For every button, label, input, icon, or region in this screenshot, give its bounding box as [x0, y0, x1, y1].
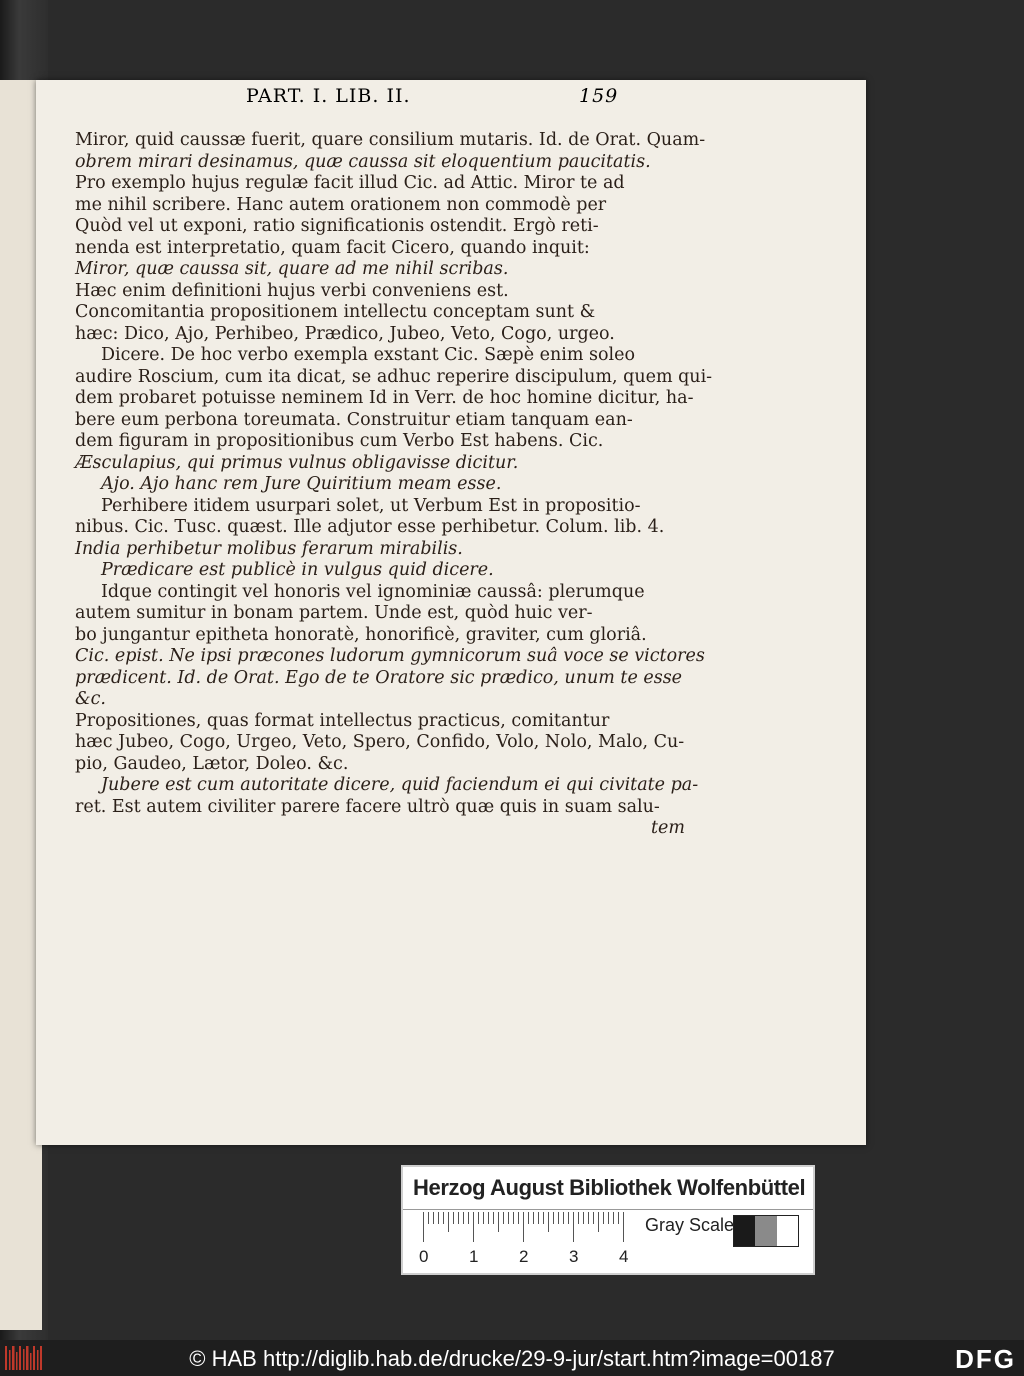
ruler-tick	[498, 1212, 499, 1232]
ruler-tick	[463, 1212, 464, 1224]
color-calibration-bar	[401, 1165, 815, 1275]
gray-swatch	[734, 1216, 755, 1246]
ruler-tick	[453, 1212, 454, 1224]
text-line: nenda est interpretatio, quam facit Cicero, quando inquit:	[75, 237, 590, 258]
ruler-tick	[538, 1212, 539, 1224]
ruler-number: 3	[569, 1247, 579, 1266]
text-line: nibus. Cic. Tusc. quæst. Ille adjutor esse perhibetur. Colum. lib. 4.	[75, 517, 665, 537]
ruler-tick	[528, 1212, 529, 1224]
ruler-tick	[508, 1212, 509, 1224]
gray-scale-label: Gray Scale	[645, 1215, 735, 1235]
ruler-tick	[458, 1212, 459, 1224]
text-line: me nihil scribere. Hanc autem orationem non commodè per	[75, 194, 607, 215]
ruler-tick	[573, 1212, 574, 1242]
ruler-tick	[483, 1212, 484, 1224]
ruler-tick	[523, 1212, 524, 1242]
text-line: Concomitantia propositionem intellectu conceptam sunt &	[75, 302, 596, 322]
text-line: obrem mirari desinamus, quæ caussa sit eloquentium paucitatis.	[75, 151, 651, 172]
ruler-tick	[588, 1212, 589, 1224]
text-line: hæc: Dico, Ajo, Perhibeo, Prædico, Jubeo, Veto, Cogo, urgeo.	[75, 323, 615, 344]
text-line: dem probaret potuisse neminem Id in Verr. de hoc homine dicitur, ha-	[75, 388, 694, 408]
text-line: &c.	[75, 689, 106, 709]
text-line: Ajo. Ajo hanc rem Jure Quiritium meam esse.	[101, 474, 502, 494]
ruler-tick	[433, 1212, 434, 1224]
ruler-tick	[548, 1212, 549, 1232]
ruler-number: 2	[519, 1247, 529, 1266]
text-line: Miror, quæ caussa sit, quare ad me nihil scribas.	[75, 259, 509, 279]
ruler-tick	[543, 1212, 544, 1224]
ruler-tick	[533, 1212, 534, 1224]
ruler-tick	[428, 1212, 429, 1224]
ruler-tick	[473, 1212, 474, 1242]
ruler-tick	[553, 1212, 554, 1224]
ruler-number: 0	[419, 1247, 429, 1266]
text-line: bere eum perbona toreumata. Construitur etiam tanquam ean-	[75, 409, 633, 430]
ruler-tick	[618, 1212, 619, 1224]
text-line: hæc Jubeo, Cogo, Urgeo, Veto, Spero, Confido, Volo, Nolo, Malo, Cu-	[75, 732, 685, 752]
library-name: Herzog August Bibliothek Wolfenbüttel	[413, 1175, 806, 1200]
gray-swatch	[755, 1216, 776, 1246]
ruler-tick	[593, 1212, 594, 1224]
text-line: bo jungantur epitheta honoratè, honorificè, graviter, cum gloriâ.	[75, 624, 647, 645]
footer-bar	[0, 1340, 1024, 1376]
ruler-tick	[558, 1212, 559, 1224]
text-line: Propositiones, quas format intellectus practicus, comitantur	[75, 710, 610, 731]
ruler-tick	[478, 1212, 479, 1224]
ruler-tick	[443, 1212, 444, 1224]
ruler-tick	[438, 1212, 439, 1224]
text-line: autem sumitur in bonam partem. Unde est, quòd huic ver-	[75, 603, 593, 623]
ruler-tick	[488, 1212, 489, 1224]
ruler-tick	[568, 1212, 569, 1224]
text-line: Perhibere itidem usurpari solet, ut Verbum Est in propositio-	[101, 495, 641, 516]
ruler-tick	[493, 1212, 494, 1224]
ruler-tick	[578, 1212, 579, 1224]
text-line: Idque contingit vel honoris vel ignominiæ caussâ: plerumque	[101, 581, 645, 602]
text-line: Pro exemplo hujus regulæ facit illud Cic. ad Attic. Miror te ad	[75, 173, 625, 193]
page-text-block	[75, 130, 713, 840]
ruler-tick	[583, 1212, 584, 1224]
ruler-tick	[623, 1212, 624, 1242]
text-line: Jubere est cum autoritate dicere, quid faciendum ei qui civitate pa-	[101, 775, 699, 795]
text-line: tem	[651, 818, 685, 838]
text-line: ret. Est autem civiliter parere facere ultrò quæ quis in suam salu-	[75, 796, 660, 817]
ruler-tick	[613, 1212, 614, 1224]
text-line: Prædicare est publicè in vulgus quid dicere.	[101, 560, 494, 580]
gray-swatch	[777, 1216, 798, 1246]
text-line: Cic. epist. Ne ipsi præcones ludorum gymnicorum suâ voce se victores	[75, 646, 705, 666]
page-number: 159	[579, 85, 619, 107]
ruler-number: 4	[619, 1247, 629, 1266]
dfg-logo: DFG	[955, 1344, 1016, 1374]
text-line: Dicere. De hoc verbo exempla exstant Cic. Sæpè enim soleo	[101, 345, 636, 365]
text-line: Æsculapius, qui primus vulnus obligavisse dicitur.	[75, 452, 519, 473]
ruler-tick	[608, 1212, 609, 1224]
text-line: pio, Gaudeo, Lætor, Doleo. &c.	[75, 753, 349, 774]
text-line: India perhibetur molibus ferarum mirabilis.	[75, 538, 463, 559]
ruler-tick	[603, 1212, 604, 1224]
header-part-lib: PART. I. LIB. II.	[246, 85, 411, 107]
measurement-ruler	[423, 1212, 633, 1242]
ruler-tick	[448, 1212, 449, 1232]
copyright-url[interactable]: © HAB http://diglib.hab.de/drucke/29-9-jur/start.htm?image=00187	[189, 1346, 835, 1371]
ruler-tick	[468, 1212, 469, 1224]
gray-scale-swatches	[733, 1215, 799, 1247]
text-line: Quòd vel ut exponi, ratio significationis ostendit. Ergò reti-	[75, 216, 599, 236]
ruler-tick	[518, 1212, 519, 1224]
ruler-tick	[423, 1212, 424, 1242]
ruler-tick	[513, 1212, 514, 1224]
ruler-tick	[598, 1212, 599, 1232]
text-line: dem figuram in propositionibus cum Verbo Est habens. Cic.	[75, 431, 604, 451]
text-line: Hæc enim definitioni hujus verbi conveniens est.	[75, 280, 509, 301]
text-line: audire Roscium, cum ita dicat, se adhuc reperire discipulum, quem qui-	[75, 366, 713, 387]
colorbar-divider	[403, 1209, 813, 1210]
ruler-number: 1	[469, 1247, 479, 1266]
text-line: Miror, quid caussæ fuerit, quare consilium mutaris. Id. de Orat. Quam-	[75, 130, 706, 150]
text-line: prædicent. Id. de Orat. Ego de te Oratore sic prædico, unum te esse	[75, 667, 683, 688]
ruler-tick	[503, 1212, 504, 1224]
ruler-tick	[563, 1212, 564, 1224]
